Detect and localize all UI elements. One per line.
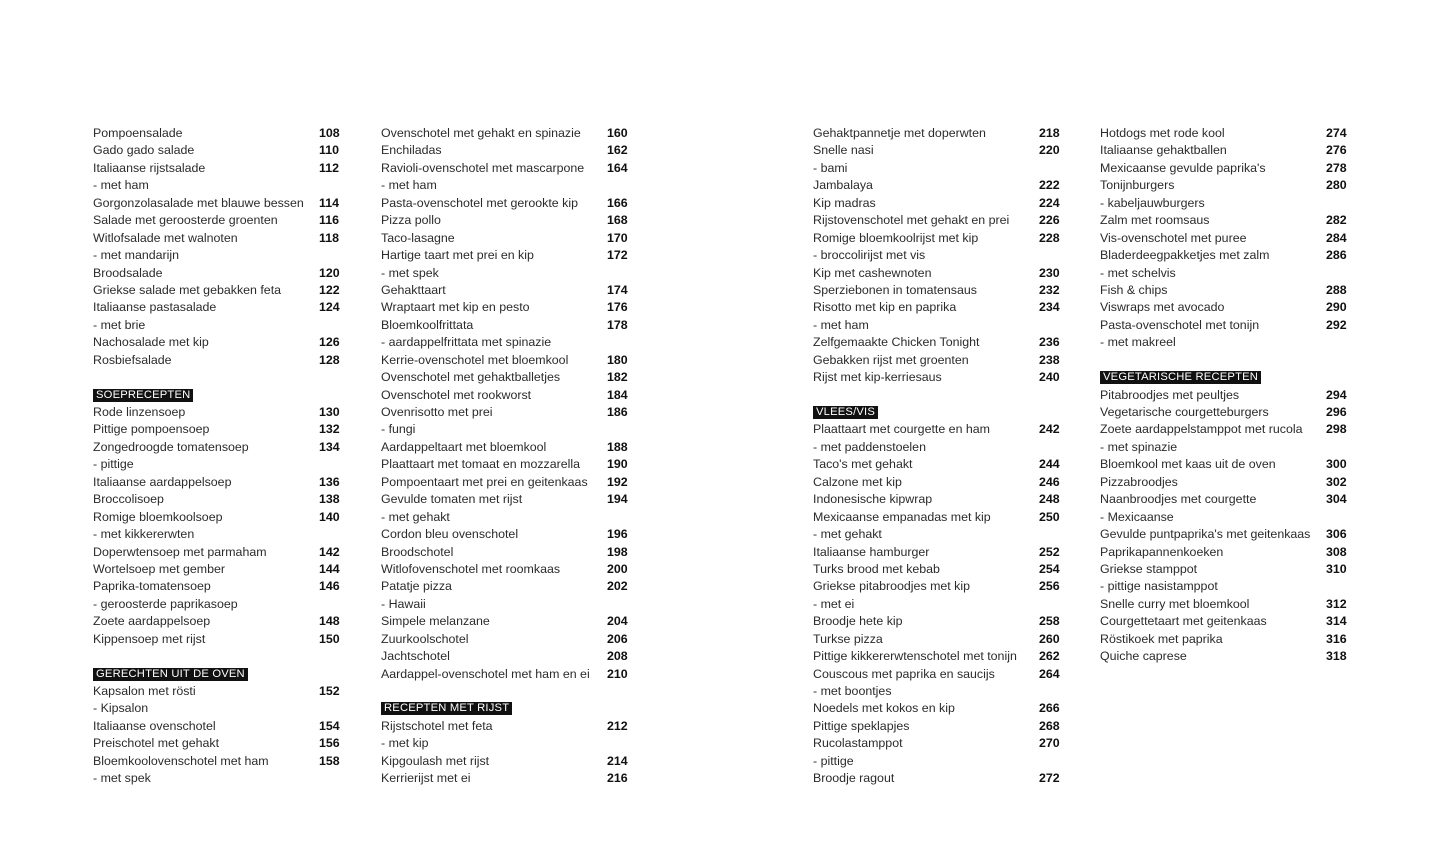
page-number: 304: [1326, 492, 1347, 507]
recipe-title: Wraptaart met kip en pesto: [381, 300, 530, 315]
recipe-title: Snelle curry met bloemkool: [1100, 596, 1250, 611]
page-number: 220: [1039, 143, 1060, 158]
page-number: 298: [1326, 422, 1347, 437]
page-number: 262: [1039, 649, 1060, 664]
recipe-title: Zongedroogde tomatensoep: [93, 439, 249, 454]
page-number: 268: [1039, 718, 1060, 733]
recipe-title: Calzone met kip: [813, 474, 902, 489]
recipe-title: Viswraps met avocado: [1100, 300, 1225, 315]
page-number: 210: [607, 666, 628, 681]
recipe-title: Pittige kikkererwtenschotel met tonijn: [813, 649, 1017, 664]
page-number: 236: [1039, 335, 1060, 350]
recipe-title: Pompoensalade: [93, 126, 183, 140]
page-number: 118: [319, 230, 339, 245]
page-number: 306: [1326, 527, 1347, 542]
recipe-title: Snelle nasi: [813, 143, 874, 158]
recipe-title: Italiaanse aardappelsoep: [93, 474, 232, 489]
recipe-title: Risotto met kip en paprika: [813, 300, 957, 315]
page-number: 128: [319, 352, 340, 367]
recipe-title: - met kip: [381, 736, 429, 751]
page-number: 290: [1326, 300, 1347, 315]
page-number: 254: [1039, 561, 1060, 576]
page-number: 108: [319, 126, 340, 140]
page-number: 240: [1039, 370, 1060, 385]
recipe-title: Witlofovenschotel met roomkaas: [381, 561, 561, 576]
recipe-title: Pasta-ovenschotel met tonijn: [1100, 317, 1260, 332]
recipe-title: Fish & chips: [1100, 282, 1168, 297]
recipe-title: Zalm met roomsaus: [1100, 213, 1210, 228]
page-number: 172: [607, 248, 628, 263]
recipe-title: Zuurkoolschotel: [381, 631, 469, 646]
page-number: 224: [1039, 195, 1060, 210]
page-number: 270: [1039, 736, 1060, 751]
recipe-title: - geroosterde paprikasoep: [93, 596, 238, 611]
recipe-title: Simpele melanzane: [381, 614, 490, 629]
recipe-title: Aardappeltaart met bloemkool: [381, 439, 547, 454]
page-number: 124: [319, 300, 340, 315]
page-number: 158: [319, 753, 340, 768]
recipe-title: Romige bloemkoolsoep: [93, 509, 223, 524]
page-number: 212: [607, 718, 628, 733]
page-number: 140: [319, 509, 340, 524]
recipe-title: Gado gado salade: [93, 143, 195, 158]
recipe-title: - met ei: [813, 596, 855, 611]
recipe-title: - fungi: [381, 422, 416, 437]
recipe-title: Paprikapannenkoeken: [1100, 544, 1224, 559]
recipe-title: Pizza pollo: [381, 213, 441, 228]
page-number: 112: [319, 160, 339, 175]
page-number: 288: [1326, 282, 1347, 297]
page-number: 120: [319, 265, 340, 280]
page-number: 192: [607, 474, 628, 489]
page-number: 296: [1326, 405, 1347, 419]
recipe-title: - met spinazie: [1100, 439, 1178, 454]
recipe-title: - aardappelfrittata met spinazie: [381, 335, 552, 350]
recipe-title: Italiaanse pastasalade: [93, 300, 217, 315]
recipe-title: - met ham: [381, 178, 437, 193]
page-number: 226: [1039, 213, 1060, 228]
recipe-title: Griekse salade met gebakken feta: [93, 282, 282, 297]
page-number: 278: [1326, 160, 1347, 175]
recipe-title: Jambalaya: [813, 178, 873, 193]
recipe-title: Gehakttaart: [381, 282, 446, 297]
recipe-title: Romige bloemkoolrijst met kip: [813, 230, 979, 245]
page-number: 160: [607, 126, 628, 140]
page-number: 144: [319, 561, 340, 576]
page-number: 280: [1326, 178, 1347, 193]
recipe-title: Kerrierijst met ei: [381, 771, 471, 786]
recipe-title: Broodsalade: [93, 265, 163, 280]
recipe-title: Nachosalade met kip: [93, 335, 209, 350]
page-number: 152: [319, 684, 340, 698]
recipe-title: Gevulde tomaten met rijst: [381, 492, 523, 507]
recipe-title: - broccolirijst met vis: [813, 248, 926, 263]
recipe-title: Gevulde puntpaprika's met geitenkaas: [1100, 527, 1311, 542]
page-number: 218: [1039, 126, 1060, 140]
page-number: 300: [1326, 457, 1347, 472]
page-number: 284: [1326, 230, 1347, 245]
page-number: 314: [1326, 614, 1347, 629]
page-number: 206: [607, 631, 628, 646]
recipe-title: Witlofsalade met walnoten: [93, 230, 238, 245]
section-heading-label: VEGETARISCHE RECEPTEN: [1100, 371, 1261, 384]
page-number: 286: [1326, 248, 1347, 263]
recipe-title: Broccolisoep: [93, 492, 164, 507]
section-heading-label: RECEPTEN MET RIJST: [381, 702, 512, 715]
recipe-title: Bloemkoolfrittata: [381, 317, 474, 332]
recipe-title: Rijstschotel met feta: [381, 718, 493, 733]
page-number: 122: [319, 282, 340, 297]
recipe-title: Pitabroodjes met peultjes: [1100, 387, 1240, 402]
recipe-title: - met schelvis: [1100, 265, 1176, 280]
page-number: 216: [607, 771, 628, 786]
recipe-title: - bami: [813, 160, 848, 175]
recipe-title: Preischotel met gehakt: [93, 736, 220, 751]
recipe-title: Couscous met paprika en saucijs: [813, 666, 995, 681]
page-number: 260: [1039, 631, 1060, 646]
page-number: 198: [607, 544, 628, 559]
page-number: 264: [1039, 666, 1060, 681]
recipe-title: Gehaktpannetje met doperwten: [813, 126, 986, 140]
page-number: 154: [319, 718, 340, 733]
recipe-title: Zoete aardappelsoep: [93, 614, 211, 629]
page-number: 142: [319, 544, 340, 559]
recipe-title: Paprika-tomatensoep: [93, 579, 211, 594]
page-number: 250: [1039, 509, 1060, 524]
recipe-title: Broodje hete kip: [813, 614, 903, 629]
recipe-title: Bloemkool met kaas uit de oven: [1100, 457, 1276, 472]
recipe-title: - met boontjes: [813, 684, 892, 698]
page-number: 228: [1039, 230, 1060, 245]
recipe-title: Gebakken rijst met groenten: [813, 352, 969, 367]
recipe-title: - met ham: [93, 178, 149, 193]
page-number: 244: [1039, 457, 1060, 472]
recipe-title: - Mexicaanse: [1100, 509, 1174, 524]
page-number: 230: [1039, 265, 1060, 280]
recipe-title: Kapsalon met rösti: [93, 684, 196, 698]
page-number: 222: [1039, 178, 1060, 193]
recipe-title: Plaattaart met tomaat en mozzarella: [381, 457, 581, 472]
page-number: 194: [607, 492, 628, 507]
recipe-title: Kip met cashewnoten: [813, 265, 932, 280]
recipe-title: - pittige: [813, 753, 854, 768]
recipe-title: Rijst met kip-kerriesaus: [813, 370, 942, 385]
page-number: 242: [1039, 422, 1060, 437]
page-number: 238: [1039, 352, 1060, 367]
page-number: 214: [607, 753, 628, 768]
recipe-title: Ovenschotel met gehakt en spinazie: [381, 126, 581, 140]
recipe-title: Noedels met kokos en kip: [813, 701, 955, 716]
page-number: 146: [319, 579, 340, 594]
page-number: 200: [607, 561, 628, 576]
recipe-title: Indonesische kipwrap: [813, 492, 933, 507]
recipe-title: - met brie: [93, 317, 146, 332]
page-number: 182: [607, 370, 628, 385]
recipe-title: Röstikoek met paprika: [1100, 631, 1223, 646]
recipe-title: Ravioli-ovenschotel met mascarpone: [381, 160, 585, 175]
recipe-title: - met kikkererwten: [93, 527, 195, 542]
recipe-title: - met gehakt: [381, 509, 450, 524]
page-number: 274: [1326, 126, 1347, 140]
recipe-title: - met spek: [93, 771, 151, 786]
recipe-title: Taco's met gehakt: [813, 457, 913, 472]
page-number: 190: [607, 457, 628, 472]
recipe-title: Pasta-ovenschotel met gerookte kip: [381, 195, 578, 210]
page-number: 178: [607, 317, 628, 332]
recipe-title: Plaattaart met courgette en ham: [813, 422, 991, 437]
recipe-title: Italiaanse ovenschotel: [93, 718, 216, 733]
page-number: 174: [607, 282, 628, 297]
page-number: 310: [1326, 561, 1347, 576]
recipe-title: Italiaanse rijstsalade: [93, 160, 206, 175]
recipe-title: Pittige speklapjes: [813, 718, 910, 733]
recipe-title: Pompoentaart met prei en geitenkaas: [381, 474, 588, 489]
recipe-title: Ovenrisotto met prei: [381, 405, 493, 419]
recipe-title: Broodje ragout: [813, 771, 895, 786]
page-number: 246: [1039, 474, 1060, 489]
recipe-title: Gorgonzolasalade met blauwe bessen: [93, 195, 304, 210]
recipe-title: - met spek: [381, 265, 439, 280]
recipe-title: Aardappel-ovenschotel met ham en ei: [381, 666, 590, 681]
page-number: 276: [1326, 143, 1347, 158]
page-number: 188: [607, 439, 628, 454]
recipe-title: Griekse stamppot: [1100, 561, 1198, 576]
page-number: 186: [607, 405, 628, 419]
page-number: 308: [1326, 544, 1347, 559]
page-number: 130: [319, 405, 340, 419]
page-number: 126: [319, 335, 340, 350]
page-number: 176: [607, 300, 628, 315]
recipe-title: Bloemkoolovenschotel met ham: [93, 753, 269, 768]
page-number: 272: [1039, 771, 1060, 786]
recipe-title: Ovenschotel met gehaktballetjes: [381, 370, 561, 385]
page-number: 204: [607, 614, 628, 629]
recipe-title: Vegetarische courgetteburgers: [1100, 405, 1269, 419]
page-number: 252: [1039, 544, 1060, 559]
page-number: 166: [607, 195, 628, 210]
recipe-title: Jachtschotel: [381, 649, 450, 664]
page-number: 138: [319, 492, 340, 507]
recipe-title: - pittige: [93, 457, 134, 472]
recipe-title: Kipgoulash met rijst: [381, 753, 490, 768]
recipe-title: Pittige pompoensoep: [93, 422, 210, 437]
recipe-title: Bladerdeegpakketjes met zalm: [1100, 248, 1270, 263]
recipe-title: Mexicaanse gevulde paprika's: [1100, 160, 1266, 175]
page-number: 318: [1326, 649, 1347, 664]
recipe-title: Hartige taart met prei en kip: [381, 248, 534, 263]
recipe-title: Zoete aardappelstamppot met rucola: [1100, 422, 1303, 437]
recipe-title: Taco-lasagne: [381, 230, 455, 245]
recipe-title: Turks brood met kebab: [813, 561, 940, 576]
recipe-title: Vis-ovenschotel met puree: [1100, 230, 1247, 245]
page-number: 134: [319, 439, 340, 454]
page-number: 156: [319, 736, 340, 751]
page-number: 316: [1326, 631, 1347, 646]
section-heading-label: GERECHTEN UIT DE OVEN: [93, 668, 248, 681]
recipe-title: Patatje pizza: [381, 579, 452, 594]
recipe-title: Mexicaanse empanadas met kip: [813, 509, 991, 524]
recipe-title: - met mandarijn: [93, 248, 180, 263]
page-number: 292: [1326, 317, 1347, 332]
recipe-title: Italiaanse gehaktballen: [1100, 143, 1227, 158]
recipe-title: Ovenschotel met rookworst: [381, 387, 532, 402]
recipe-title: - Kipsalon: [93, 701, 149, 716]
recipe-title: Enchiladas: [381, 143, 442, 158]
page-number: 180: [607, 352, 628, 367]
recipe-title: Sperziebonen in tomatensaus: [813, 282, 977, 297]
page-number: 168: [607, 213, 628, 228]
page-number: 114: [319, 195, 339, 210]
page-number: 196: [607, 527, 628, 542]
recipe-title: Griekse pitabroodjes met kip: [813, 579, 971, 594]
recipe-title: Kerrie-ovenschotel met bloemkool: [381, 352, 569, 367]
recipe-title: Cordon bleu ovenschotel: [381, 527, 519, 542]
recipe-title: Quiche caprese: [1100, 649, 1187, 664]
page-number: 282: [1326, 213, 1347, 228]
recipe-title: - met ham: [813, 317, 869, 332]
recipe-title: Broodschotel: [381, 544, 454, 559]
recipe-title: - met gehakt: [813, 527, 882, 542]
page-number: 256: [1039, 579, 1060, 594]
page-number: 248: [1039, 492, 1060, 507]
recipe-title: Hotdogs met rode kool: [1100, 126, 1225, 140]
recipe-title: - kabeljauwburgers: [1100, 195, 1205, 210]
page-number: 150: [319, 631, 340, 646]
page-number: 132: [319, 422, 340, 437]
page-number: 234: [1039, 300, 1060, 315]
recipe-title: - met makreel: [1100, 335, 1176, 350]
recipe-title: Rijstovenschotel met gehakt en prei: [813, 213, 1010, 228]
page-number: 116: [319, 213, 339, 228]
page-number: 170: [607, 230, 628, 245]
page-number: 162: [607, 143, 628, 158]
recipe-title: Tonijnburgers: [1100, 178, 1175, 193]
recipe-title: Rode linzensoep: [93, 405, 186, 419]
recipe-title: Rosbiefsalade: [93, 352, 172, 367]
recipe-title: Pizzabroodjes: [1100, 474, 1178, 489]
recipe-title: Kippensoep met rijst: [93, 631, 206, 646]
page-number: 232: [1039, 282, 1060, 297]
page-number: 110: [319, 143, 339, 158]
recipe-title: Kip madras: [813, 195, 876, 210]
recipe-title: Doperwtensoep met parmaham: [93, 544, 267, 559]
recipe-title: - met paddenstoelen: [813, 439, 926, 454]
page-number: 136: [319, 474, 340, 489]
page-number: 302: [1326, 474, 1347, 489]
page-number: 164: [607, 160, 628, 175]
page-number: 148: [319, 614, 340, 629]
page-number: 184: [607, 387, 628, 402]
recipe-title: Naanbroodjes met courgette: [1100, 492, 1257, 507]
section-heading-label: SOEPRECEPTEN: [93, 389, 193, 402]
page-number: 312: [1326, 596, 1347, 611]
recipe-title: Rucolastamppot: [813, 736, 903, 751]
page-number: 258: [1039, 614, 1060, 629]
recipe-title: - Hawaii: [381, 596, 426, 611]
recipe-title: - pittige nasistamppot: [1100, 579, 1218, 594]
page-number: 202: [607, 579, 628, 594]
recipe-title: Salade met geroosterde groenten: [93, 213, 278, 228]
page-number: 266: [1039, 701, 1060, 716]
recipe-title: Italiaanse hamburger: [813, 544, 930, 559]
page-number: 294: [1326, 387, 1347, 402]
page-number: 208: [607, 649, 628, 664]
recipe-title: Turkse pizza: [813, 631, 883, 646]
recipe-title: Courgettetaart met geitenkaas: [1100, 614, 1267, 629]
recipe-title: Zelfgemaakte Chicken Tonight: [813, 335, 980, 350]
recipe-title: Wortelsoep met gember: [93, 561, 225, 576]
section-heading-label: VLEES/VIS: [813, 406, 878, 419]
